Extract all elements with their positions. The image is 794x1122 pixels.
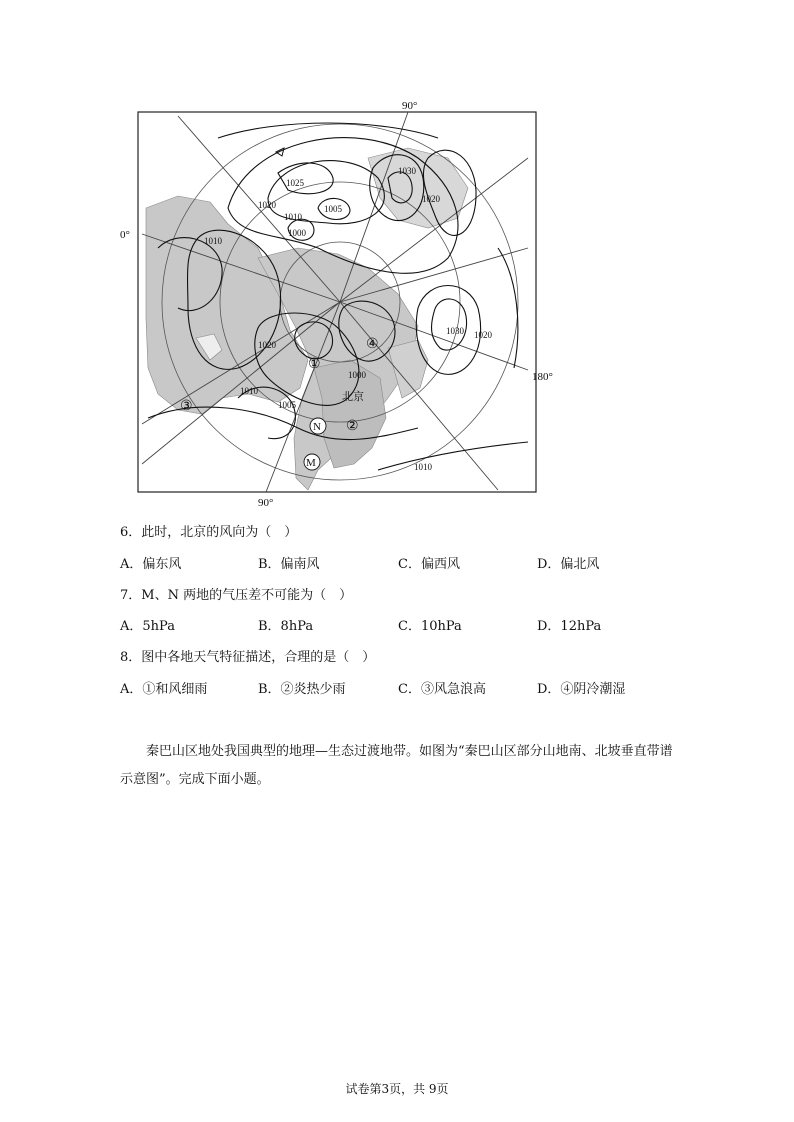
page-footer: 试卷第3页，共 9页 — [345, 1082, 449, 1096]
isobar-label: 1025 — [286, 178, 304, 188]
isobar-label: 1020 — [422, 194, 440, 204]
question-8-stem: 8．图中各地天气特征描述，合理的是（ ） — [120, 650, 376, 665]
question-8-option-c: C．③风急浪高 — [398, 682, 486, 697]
region-marker-3: ③ — [180, 399, 193, 414]
longitude-label-90-bottom: 90° — [258, 497, 274, 509]
question-7-option-b: B．8hPa — [258, 619, 314, 634]
question-6-option-b: B．偏南风 — [258, 557, 320, 572]
isobar-map — [118, 98, 558, 509]
question-8-option-b: B．②炎热少雨 — [258, 682, 346, 697]
isobar-label: 1010 — [284, 212, 302, 222]
passage-text: 秦巴山区地处我国典型的地理—生态过渡地带。如图为“秦巴山区部分山地南、北坡垂直带谱示意图”。完成下面小题。 — [120, 744, 673, 787]
isobar-label: 1005 — [278, 400, 296, 410]
question-6-option-a: A．偏东风 — [120, 557, 182, 572]
isobar-label: 1030 — [446, 326, 464, 336]
isobar-label: 1010 — [204, 236, 222, 246]
point-n-marker — [310, 418, 326, 434]
isobar-label: 1010 — [240, 386, 258, 396]
isobar-label: 1005 — [324, 204, 342, 214]
isobar-label: 1000 — [288, 228, 306, 238]
region-marker-4: ④ — [366, 337, 379, 352]
question-7-option-a: A．5hPa — [120, 619, 175, 634]
question-6-stem: 6．此时，北京的风向为（ ） — [120, 525, 298, 540]
isobar-label: 1030 — [398, 166, 416, 176]
question-7-option-c: C．10hPa — [398, 619, 462, 634]
question-8-option-a: A．①和风细雨 — [120, 682, 208, 697]
longitude-label-180: 180° — [532, 371, 553, 383]
longitude-label-90-top: 90° — [402, 100, 418, 112]
point-n-label: N — [313, 421, 321, 433]
question-7-stem: 7．M、N 两地的气压差不可能为（ ） — [120, 588, 353, 603]
longitude-label-0: 0° — [120, 229, 130, 241]
region-marker-2: ② — [346, 419, 359, 434]
isobar-label: 1020 — [258, 200, 276, 210]
question-8-option-d: D．④阴冷潮湿 — [537, 682, 626, 697]
isobar-label: 1010 — [414, 462, 432, 472]
isobar-label: 1020 — [258, 340, 276, 350]
isobar-label: 1020 — [474, 330, 492, 340]
region-marker-1: ① — [308, 357, 321, 372]
question-6-option-d: D．偏北风 — [537, 557, 600, 572]
question-6-option-c: C．偏西风 — [398, 557, 460, 572]
isobar-label: 1000 — [348, 370, 366, 380]
reading-passage — [120, 738, 680, 794]
point-m-label: M — [306, 457, 316, 469]
question-7-option-d: D．12hPa — [537, 619, 602, 634]
point-m-marker — [304, 454, 320, 470]
beijing-label: 北京 — [342, 391, 364, 403]
weather-map-figure — [118, 98, 558, 509]
